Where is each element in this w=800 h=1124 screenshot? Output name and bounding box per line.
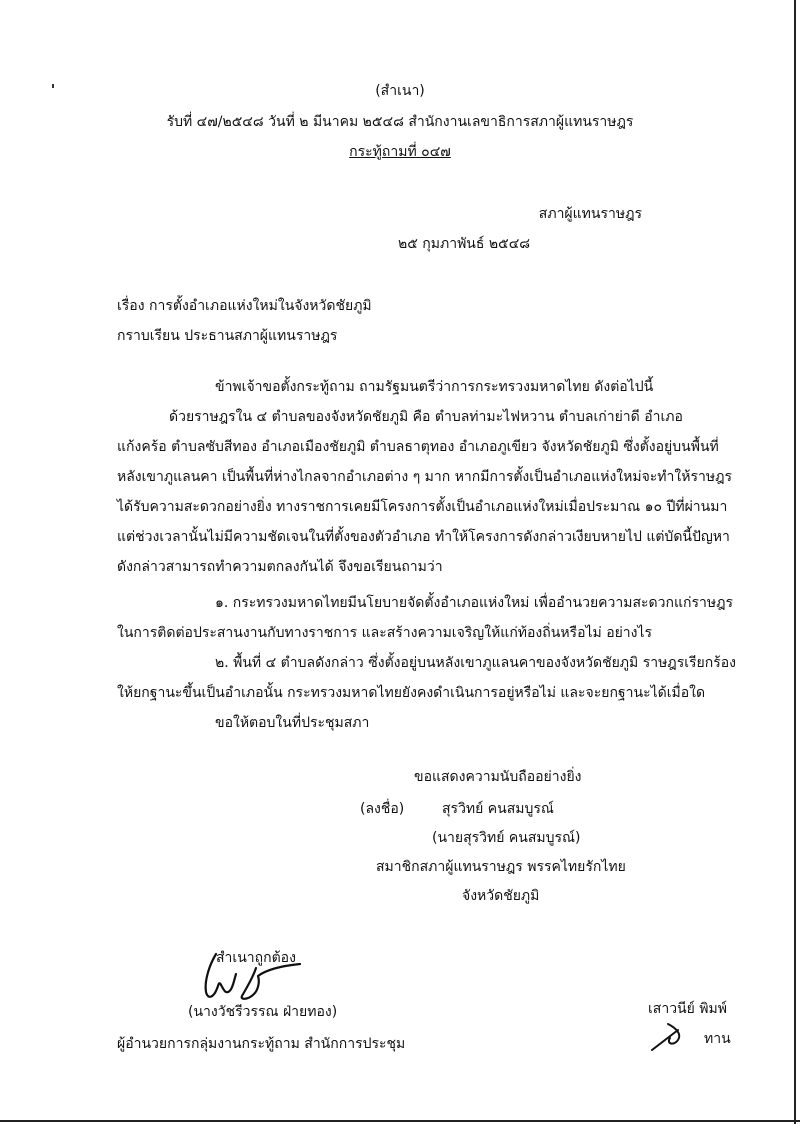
certifier-title: ผู้อำนวยการกลุ่มงานกระทู้ถาม สำนักการประชุม [117, 1036, 406, 1052]
question-number: กระทู้ถามที่ ๐๔๗ [349, 144, 451, 160]
typist-name: เสาวนีย์ พิมพ์ [648, 1001, 727, 1017]
body-line: แต่ช่วงเวลานั้นไม่มีความชัดเจนในที่ตั้งของตัวอำเภอ ทำให้โครงการดังกล่าวเงียบหายไป แต่บัดนี้ปัญหา [117, 529, 730, 545]
body-line: ด้วยราษฎรใน ๔ ตำบลของจังหวัดชัยภูมิ คือ ตำบลท่ามะไฟหวาน ตำบลเก่าย่าดี อำเภอ [169, 409, 683, 425]
question-1-line: ในการติดต่อประสานงานกับทางราชการ และสร้างความเจริญให้แก่ท้องถิ่นหรือไม่ อย่างไร [117, 625, 653, 641]
member-position: สมาชิกสภาผู้แทนราษฎร พรรคไทยรักไทย [376, 859, 626, 875]
body-intro: ข้าพเจ้าขอตั้งกระทู้ถาม ถามรัฐมนตรีว่าการกระทรวงมหาดไทย ดังต่อไปนี้ [215, 379, 654, 395]
scan-border-right [794, 0, 796, 1124]
sender-place: สภาผู้แทนราษฎร [538, 206, 642, 222]
scan-border-bottom [0, 1120, 800, 1122]
member-province: จังหวัดชัยภูมิ [462, 888, 540, 904]
answer-request: ขอให้ตอบในที่ประชุมสภา [215, 715, 370, 731]
proofreader-initials [648, 1018, 698, 1054]
body-line: แก้งคร้อ ตำบลซับสีทอง อำเภอเมืองชัยภูมิ ตำบลธาตุทอง อำเภอภูเขียว จังหวัดชัยภูมิ ซึ่งตั้งอยู่บนพื้นที่ [117, 439, 719, 455]
proof-label: ทาน [704, 1031, 731, 1047]
question-2-line: ให้ยกฐานะขึ้นเป็นอำเภอนั้น กระทรวงมหาดไทยยังคงดำเนินการอยู่หรือไม่ และจะยกฐานะได้เมื่อใด [117, 685, 706, 701]
body-line: หลังเขาภูแลนคา เป็นพื้นที่ห่างไกลจากอำเภอต่าง ๆ มาก หากมีการตั้งเป็นอำเภอแห่งใหม่จะทำให้ราษฎร [117, 469, 732, 485]
signed-label: (ลงชื่อ) [360, 801, 405, 817]
body-line: ได้รับความสะดวกอย่างยิ่ง ทางราชการเคยมีโครงการตั้งเป็นอำเภอแห่งใหม่เมื่อประมาณ ๑๐ ปีที่ผ่านมา [117, 499, 728, 515]
certifier-signature [196, 950, 306, 1006]
copy-label: (สำเนา) [375, 83, 425, 99]
full-name: (นายสุรวิทย์ คนสมบูรณ์) [432, 830, 581, 846]
addressee-line: กราบเรียน ประธานสภาผู้แทนราษฎร [117, 328, 338, 344]
signed-name: สุรวิทย์ คนสมบูรณ์ [442, 801, 554, 817]
question-2-line: ๒. พื้นที่ ๔ ตำบลดังกล่าว ซึ่งตั้งอยู่บนหลังเขาภูแลนคาของจังหวัดชัยภูมิ ราษฎรเรียกร้อง [215, 655, 736, 671]
closing-regards: ขอแสดงความนับถืออย่างยิ่ง [414, 769, 582, 785]
body-line: ดังกล่าวสามารถทำความตกลงกันได้ จึงขอเรียนถามว่า [117, 559, 443, 575]
subject-line: เรื่อง การตั้งอำเภอแห่งใหม่ในจังหวัดชัยภูมิ [117, 298, 372, 314]
letter-date: ๒๕ กุมภาพันธ์ ๒๕๔๘ [398, 236, 531, 252]
question-1-line: ๑. กระทรวงมหาดไทยมีนโยบายจัดตั้งอำเภอแห่งใหม่ เพื่ออำนวยความสะดวกแก่ราษฎร [215, 595, 734, 611]
certified-copy-label: สำเนาถูกต้อง [216, 950, 296, 966]
received-line: รับที่ ๔๗/๒๕๔๘ วันที่ ๒ มีนาคม ๒๕๔๘ สำนักงานเลขาธิการสภาผู้แทนราษฎร [166, 114, 634, 130]
certifier-name: (นางวัชรีวรรณ ฝ่ายทอง) [188, 1004, 338, 1020]
